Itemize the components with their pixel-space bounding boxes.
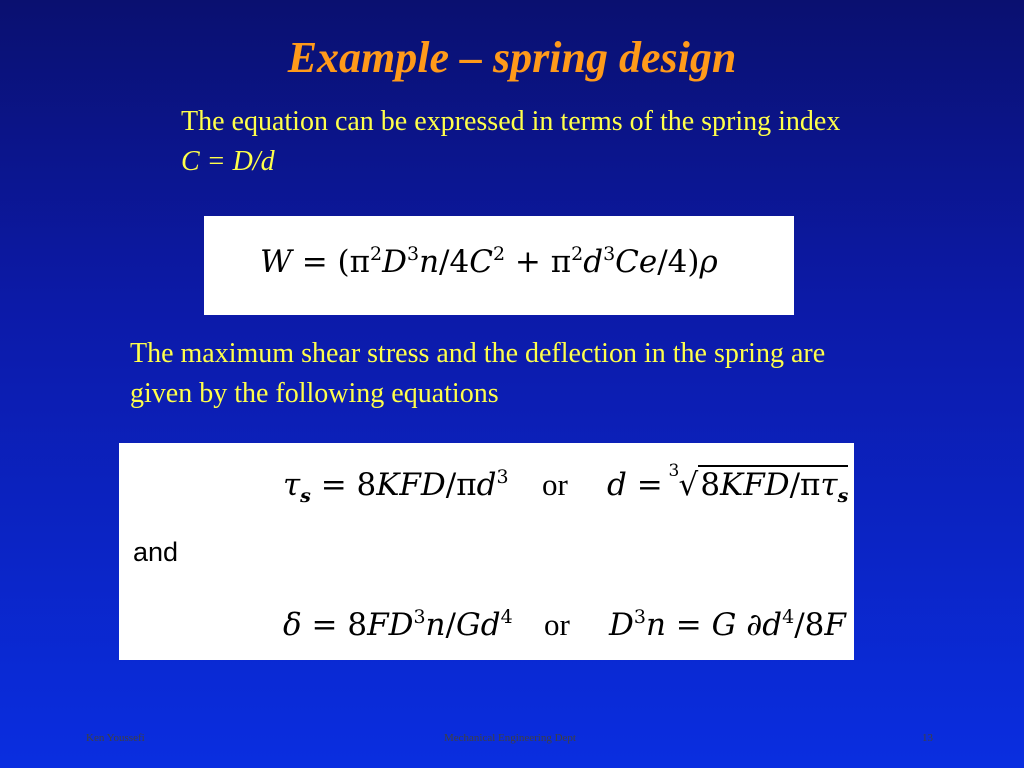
and-label: and [133, 537, 179, 567]
footer-page-number: 13 [922, 732, 933, 744]
weight-equation: $W = (\pi^2D^3n/4C^2 + \pi^2d^3Ce/4)\rho$ [260, 243, 718, 280]
stress-paragraph: The maximum shear stress and the deflection in the spring are given by the following equations [130, 338, 826, 409]
coil-term-equation: $D^3n = G$ $\partial d^4/8F$ [609, 606, 846, 643]
footer-author: Ken Youssefi [86, 732, 145, 744]
slide-title: Example – spring design [287, 33, 737, 82]
or-label-2: or [544, 607, 570, 642]
spring-index-formula: C = D/d [181, 146, 275, 177]
footer-department: Mechanical Engineering Dept [444, 732, 576, 744]
intro-paragraph [181, 102, 841, 182]
cube-root-symbol: 3 $√8KFD/\pi\tau_s$ [668, 461, 849, 507]
intro-text: The equation can be expressed in terms of the spring index [181, 106, 841, 137]
or-label-1: or [542, 467, 568, 502]
diameter-equation: d = 3 $√8KFD/\pi\tau_s$ [607, 461, 849, 507]
stress-equations-box [119, 443, 854, 660]
shear-stress-equation: $\tau_s = 8KFD/\pi d^3$ [283, 466, 509, 507]
weight-equation-box [204, 216, 794, 315]
deflection-equation: $\delta = 8FD^3n/Gd^4$ [283, 606, 513, 643]
